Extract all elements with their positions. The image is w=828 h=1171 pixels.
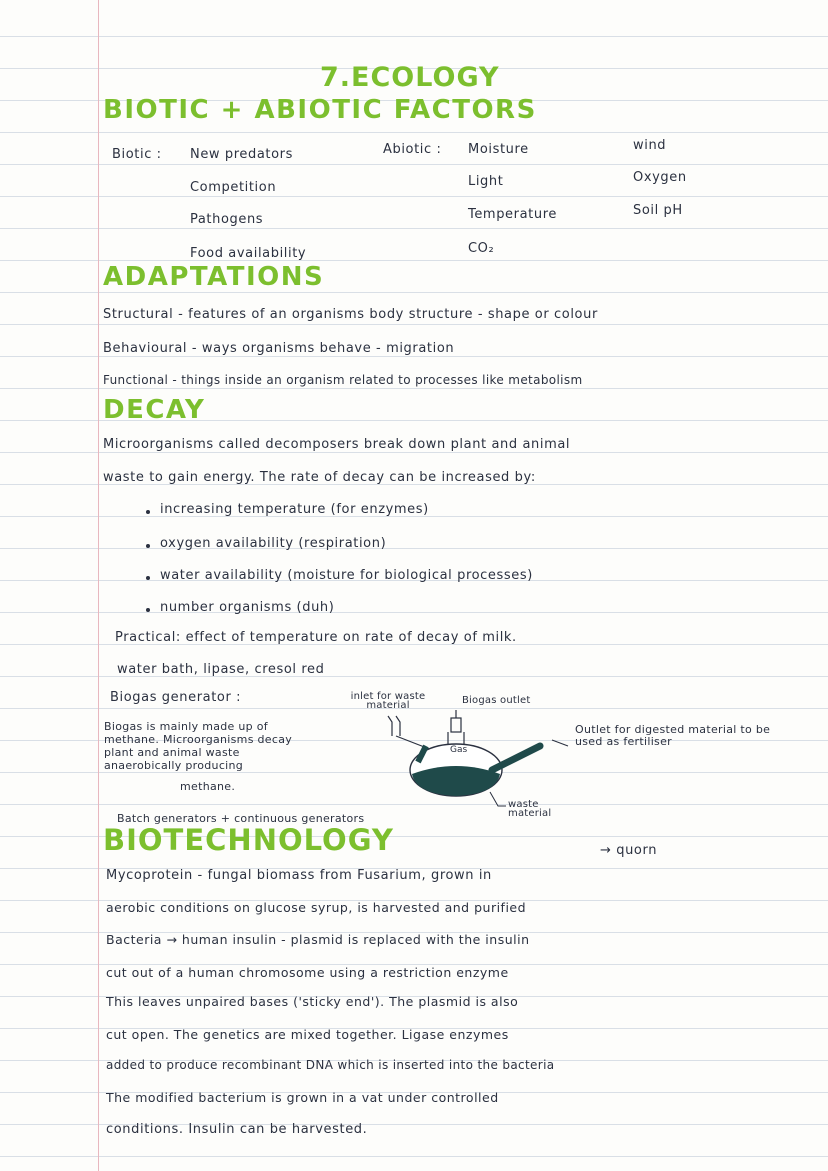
biotic-item: Food availability <box>190 246 307 261</box>
batch-note: Batch generators + continuous generators <box>117 812 365 825</box>
abiotic-item: Moisture <box>468 142 529 157</box>
biotech-line: conditions. Insulin can be harvested. <box>106 1122 368 1137</box>
adaptation-line: Functional - things inside an organism related to processes like metabolism <box>103 373 583 387</box>
inlet-label: inlet for waste material <box>350 691 426 711</box>
biogas-desc: methane. <box>180 780 236 793</box>
adaptation-line: Structural - features of an organisms body structure - shape or colour <box>103 307 598 322</box>
biotech-line: cut open. The genetics are mixed together. Ligase enzymes <box>106 1027 509 1042</box>
biogas-title: Biogas generator : <box>110 690 242 705</box>
adaptations-heading: ADAPTATIONS <box>103 262 325 292</box>
decay-heading: DECAY <box>103 395 206 425</box>
decay-bullet: number organisms (duh) <box>160 600 335 615</box>
practical-line: Practical: effect of temperature on rate of decay of milk. <box>115 630 517 645</box>
practical-line: water bath, lipase, cresol red <box>117 662 325 677</box>
outlet-digested-label: Outlet for digested material to be used as fertiliser <box>575 723 771 748</box>
bullet-dot <box>146 608 150 612</box>
inlet-pipe <box>388 716 392 736</box>
decay-bullet: oxygen availability (respiration) <box>160 536 387 551</box>
abiotic-item: Oxygen <box>633 170 687 185</box>
abiotic-item: Soil pH <box>633 203 683 218</box>
bullet-dot <box>146 576 150 580</box>
biotic-item: Pathogens <box>190 212 264 227</box>
biogas-desc: methane. Microorganisms decay <box>104 733 293 746</box>
biotic-item: New predators <box>190 147 293 162</box>
abiotic-item: wind <box>633 138 667 153</box>
biotechnology-heading: BIOTECHNOLOGY <box>103 823 394 857</box>
quorn-annotation: → quorn <box>600 843 658 858</box>
decay-bullet: water availability (moisture for biological processes) <box>160 568 533 583</box>
waste-arrow <box>490 792 506 806</box>
waste-material-label: waste material <box>508 799 552 819</box>
quorn-label: quorn <box>616 843 658 858</box>
inlet-pipe <box>396 716 400 736</box>
abiotic-item: CO₂ <box>468 241 495 256</box>
biotic-label: Biotic : <box>112 147 162 162</box>
abiotic-item: Temperature <box>468 207 557 222</box>
adaptation-line: Behavioural - ways organisms behave - migration <box>103 341 455 356</box>
decay-bullet: increasing temperature (for enzymes) <box>160 502 429 517</box>
abiotic-item: Light <box>468 174 504 189</box>
biogas-desc: plant and animal waste <box>104 746 240 759</box>
page-title: 7.ECOLOGY <box>320 62 500 93</box>
gas-label: Gas <box>450 745 468 755</box>
biotech-line: Bacteria → human insulin - plasmid is replaced with the insulin <box>106 932 530 947</box>
bullet-dot <box>146 510 150 514</box>
biotech-line: cut out of a human chromosome using a restriction enzyme <box>106 965 509 980</box>
biotech-line: The modified bacterium is grown in a vat under controlled <box>106 1090 499 1105</box>
outlet-tube <box>492 746 540 770</box>
biogas-desc: Biogas is mainly made up of <box>104 720 268 733</box>
decay-intro: Microorganisms called decomposers break down plant and animal <box>103 437 571 452</box>
abiotic-label: Abiotic : <box>383 142 442 157</box>
biotech-line: added to produce recombinant DNA which is inserted into the bacteria <box>106 1058 555 1072</box>
biogas-outlet-label: Biogas outlet <box>462 695 531 706</box>
biotic-item: Competition <box>190 180 277 195</box>
biotech-line: Mycoprotein - fungal biomass from Fusarium, grown in <box>106 868 492 883</box>
biotic-abiotic-heading: BIOTIC + ABIOTIC FACTORS <box>103 95 537 125</box>
decay-intro: waste to gain energy. The rate of decay can be increased by: <box>103 470 536 485</box>
margin-line <box>98 0 99 1171</box>
biotech-line: This leaves unpaired bases ('sticky end'). The plasmid is also <box>106 994 519 1009</box>
gas-outlet-pipe <box>451 718 461 732</box>
digester-slurry <box>412 766 500 796</box>
biogas-desc: anaerobically producing <box>104 759 244 772</box>
bullet-dot <box>146 544 150 548</box>
outlet-arrow <box>552 740 568 746</box>
biotech-line: aerobic conditions on glucose syrup, is harvested and purified <box>106 900 527 915</box>
